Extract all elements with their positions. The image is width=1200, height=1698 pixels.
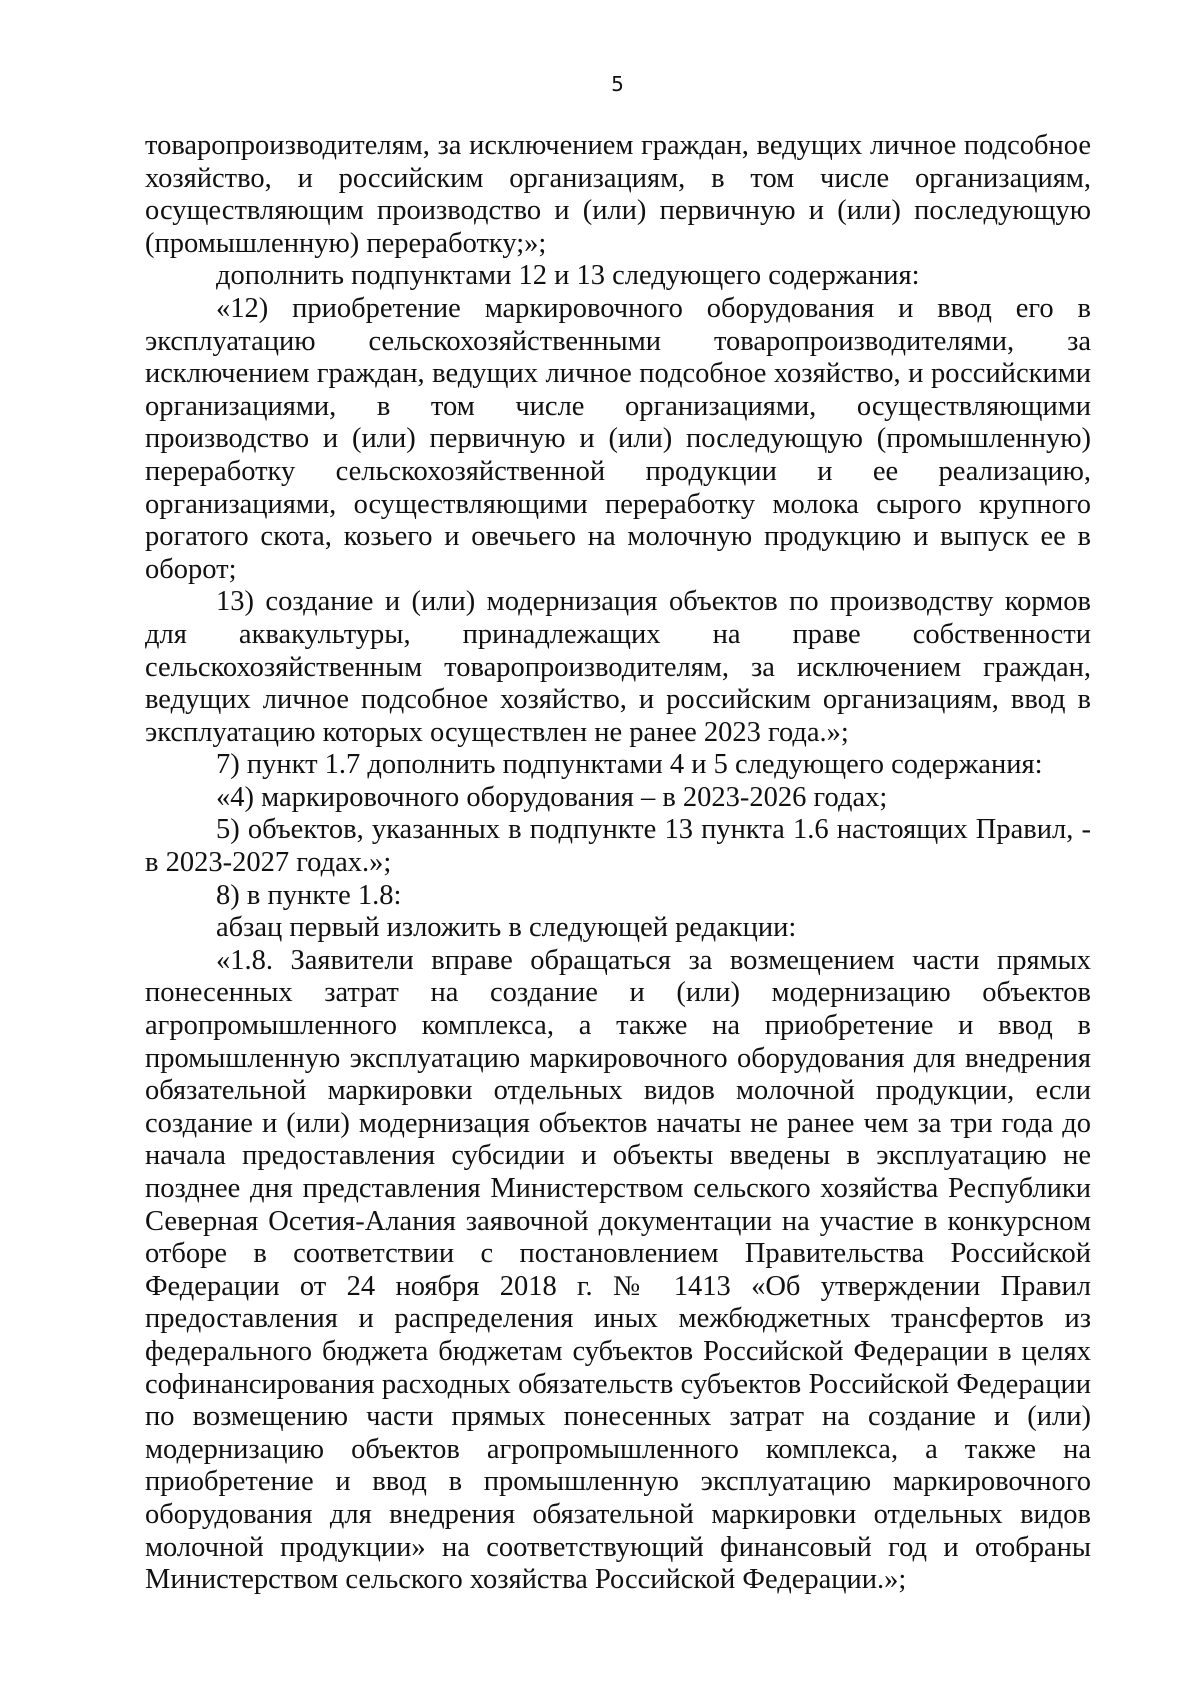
paragraph-amend-intro: дополнить подпунктами 12 и 13 следующего содержания: [216, 260, 920, 292]
page-number: 5 [611, 72, 624, 96]
paragraph-subitem-12: «12) приобретение маркировочного оборудования и ввод его в эксплуатацию сельскохозяйственными товаропроизводителями, за исключением граждан, ведущих личное подсобное хозяйство, и российскими организациями, в том числе организациями, осуществляющими производство и (или) первичную и (или) последующую (промышленную) переработку сельскохозяйственной продукции и ее реализацию, организациями, осуществляющими переработку молока сырого крупного рогатого скота, козьего и овечьего на молочную продукцию и выпуск ее в оборот; [145, 292, 1091, 585]
paragraph-abzac-intro: абзац первый изложить в следующей редакции: [216, 912, 797, 944]
paragraph-clause-1-8: «1.8. Заявители вправе обращаться за возмещением части прямых понесенных затрат на создание и (или) модернизацию объектов агропромышленного комплекса, а также на приобретение и ввод в промышленную эксплуатацию маркировочного оборудования для внедрения обязательной маркировки отдельных видов молочной продукции, если создание и (или) модернизация объектов начаты не ранее чем за три года до начала предоставления субсидии и объекты введены в эксплуатацию не позднее дня представления Министерством сельского хозяйства Республики Северная Осетия-Алания заявочной документации на участие в конкурсном отборе в соответствии с постановлением Правительства Российской Федерации от 24 ноября 2018 г. № 1413 «Об утверждении Правил предоставления и распределения иных межбюджетных трансфертов из федерального бюджета бюджетам субъектов Российской Федерации в целях софинансирования расходных обязательств субъектов Российской Федерации по возмещению части прямых понесенных затрат на создание и (или) модернизацию объектов агропромышленного комплекса, а также на приобретение и ввод в промышленную эксплуатацию маркировочного оборудования для внедрения обязательной маркировки отдельных видов молочной продукции» на соответствующий финансовый год и отобраны Министерством сельского хозяйства Российской Федерации.»; [145, 944, 1091, 1596]
paragraph-subitem-5: 5) объектов, указанных в подпункте 13 пункта 1.6 настоящих Правил, - в 2023-2027 годах.»; [145, 814, 1091, 879]
paragraph-subitem-4: «4) маркировочного оборудования – в 2023-2026 годах; [216, 781, 888, 813]
document-body [145, 130, 1091, 1597]
paragraph-continuation: товаропроизводителям, за исключением граждан, ведущих личное подсобное хозяйство, и российским организациям, в том числе организациям, осуществляющим производство и (или) первичную и (или) последующую (промышленную) переработку;»; [145, 130, 1091, 259]
paragraph-subitem-13: 13) создание и (или) модернизация объектов по производству кормов для аквакультуры, принадлежащих на праве собственности сельскохозяйственным товаропроизводителям, за исключением граждан, ведущих личное подсобное хозяйство, и российским организациям, ввод в эксплуатацию которых осуществлен не ранее 2023 года.»; [145, 586, 1091, 748]
paragraph-item-7: 7) пункт 1.7 дополнить подпунктами 4 и 5 следующего содержания: [216, 749, 1043, 781]
paragraph-item-8: 8) в пункте 1.8: [216, 879, 402, 911]
